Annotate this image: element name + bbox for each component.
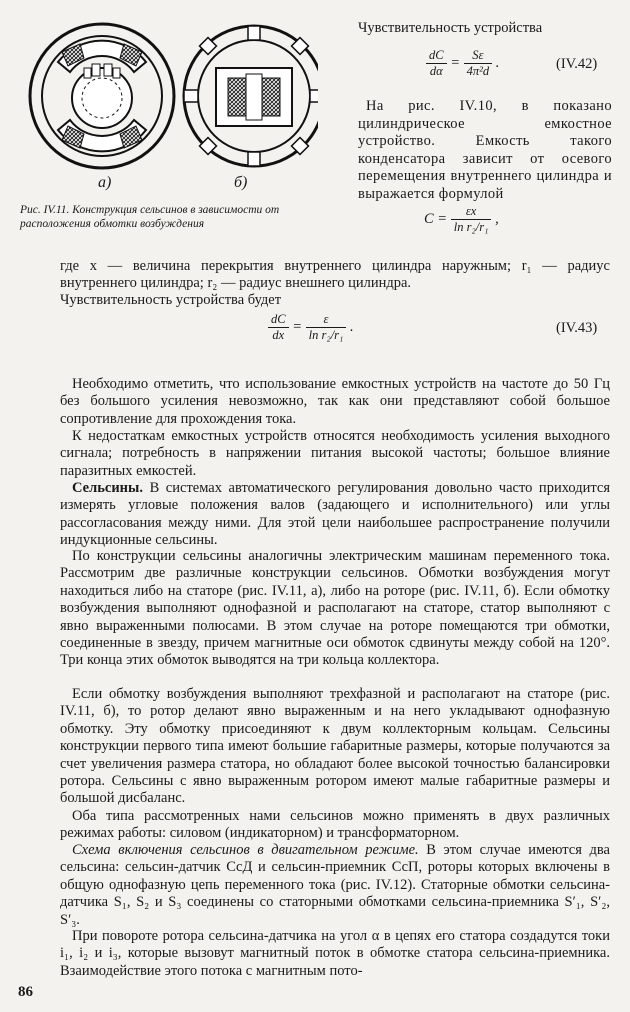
equation-iv-42: $\frac{dC}{d\alpha}$ = $\frac{S\varepsilon}{\text{4π²d}}$ . (426, 48, 499, 79)
sensitivity-label: Чувствительность устройства (358, 20, 543, 36)
equation-number-iv-43: (IV.43) (556, 320, 598, 336)
paragraph-construction: По конструкции сельсины аналогичны электрическим машинам переменного тока. Рассмотрим две различные конструкции сельсинов. Обмотки возбуждения могут находиться либо на статоре (рис. IV.11, а), либо на роторе (рис. IV.11, б). Если обмотку возбуждения выполняют однофазной и располагают на статоре, статор выполняют с явно выраженными полюсами. В этом случае на роторе помещаются три обмотки, соединенные в звезду, причем магнитные оси обмоток сдвинуты между собой на 120°. Три конца этих обмоток выводятся на три кольца коллектора. (60, 548, 610, 669)
page-number: 86 (18, 984, 33, 1000)
paragraph-motor-mode: Схема включения сельсинов в двигательном режиме. В этом случае имеются два сельсина: сельсин-датчик СсД и сельсин-приемник СсП, роторы которых включены в общую однофазную цепь переменного тока (рис. IV.12). Статорные обмотки сельсина-датчика S₁, S₂ и S₃ соединены со статорными обмотками сельсина-приемника S′₁, S′₂, S′₃. (60, 842, 610, 928)
paragraph-necessary: Необходимо отметить, что использование емкостных устройств на частоте до 50 Гц без большого усиления невозможно, так как они представляют собой большое сопротивление для прохождения тока. (60, 376, 610, 427)
figure-label-b: б) (234, 174, 248, 191)
capacitance-formula: C = $\frac{\varepsilon x}{\text{ln r₂/r₁}}$ , (424, 204, 499, 234)
figure-a-diagram (30, 24, 174, 168)
figure-label-a: а) (98, 174, 112, 191)
equation-number-iv-42: (IV.42) (556, 56, 598, 72)
right-column-paragraph: На рис. IV.10, в показано цилиндрическое емкостное устройство. Емкость такого конденсатора зависит от осевого перемещения внутреннего цилиндра и выражается формулой (358, 98, 612, 202)
paragraph-where: где x — величина перекрытия внутреннего цилиндра наружным; r₁ — радиус внутреннего цилиндра; r₂ — радиус внешнего цилиндра. (60, 258, 610, 292)
selsyn-diagrams (18, 12, 318, 192)
eq42-lhs-fraction: $\frac{dC}{d\alpha}$ (426, 48, 447, 79)
paragraph-modes: Оба типа рассмотренных нами сельсинов можно применять в двух различных режимах работы: силовом (индикаторном) и трансформаторном. (60, 808, 610, 842)
paragraph-rotation: При повороте ротора сельсина-датчика на угол α в цепях его статора создадутся токи i₁, i₂ и i₃, которые вызовут магнитный поток в обмотке статора сельсина-приемника. Взаимодействие этого потока с магнитным пото- (60, 928, 610, 979)
paragraph-sensitivity: Чувствительность устройства будет (60, 292, 282, 308)
paragraph-selsyns: Сельсины. В системах автоматического регулирования довольно часто приходится измерять угловые положения валов (задающего и исполнительного) или углы рассогласования между ними. Для этой цели наибольшее распространение получили индукционные сельсины. (60, 480, 610, 549)
eq42-rhs-fraction: $\frac{S\varepsilon}{\text{4π²d}}$ (464, 48, 493, 79)
equation-iv-43: $\frac{dC}{dx}$ = $\frac{\varepsilon}{\text{ln r₂/r₁}}$ . (268, 312, 354, 343)
figure-b-diagram (184, 26, 318, 166)
figure-caption: Рис. IV.11. Конструкция сельсинов в зависимости от расположения обмотки возбуждения (20, 204, 280, 230)
motor-mode-heading: Схема включения сельсинов в двигательном режиме. (72, 842, 419, 858)
selsyns-heading: Сельсины. (72, 480, 143, 496)
paragraph-drawbacks: К недостаткам емкостных устройств относятся необходимость усиления выходного сигнала; потребность в напряжении питания высокой частоты; большое влияние паразитных емкостей. (60, 428, 610, 479)
paragraph-three-phase: Если обмотку возбуждения выполняют трехфазной и располагают на статоре (рис. IV.11, б), то ротор делают явно выраженным и на него укладывают однофазную обмотку. Эту обмотку присоединяют к двум коллекторным кольцам. Сельсины конструкции первого типа имеют большие габаритные размеры, которые получаются за счет увеличения размера статора, но обладают более высокой точностью балансировки ротора. Сельсины с явно выраженным ротором имеют малые габаритные размеры и большой дисбаланс. (60, 686, 610, 807)
